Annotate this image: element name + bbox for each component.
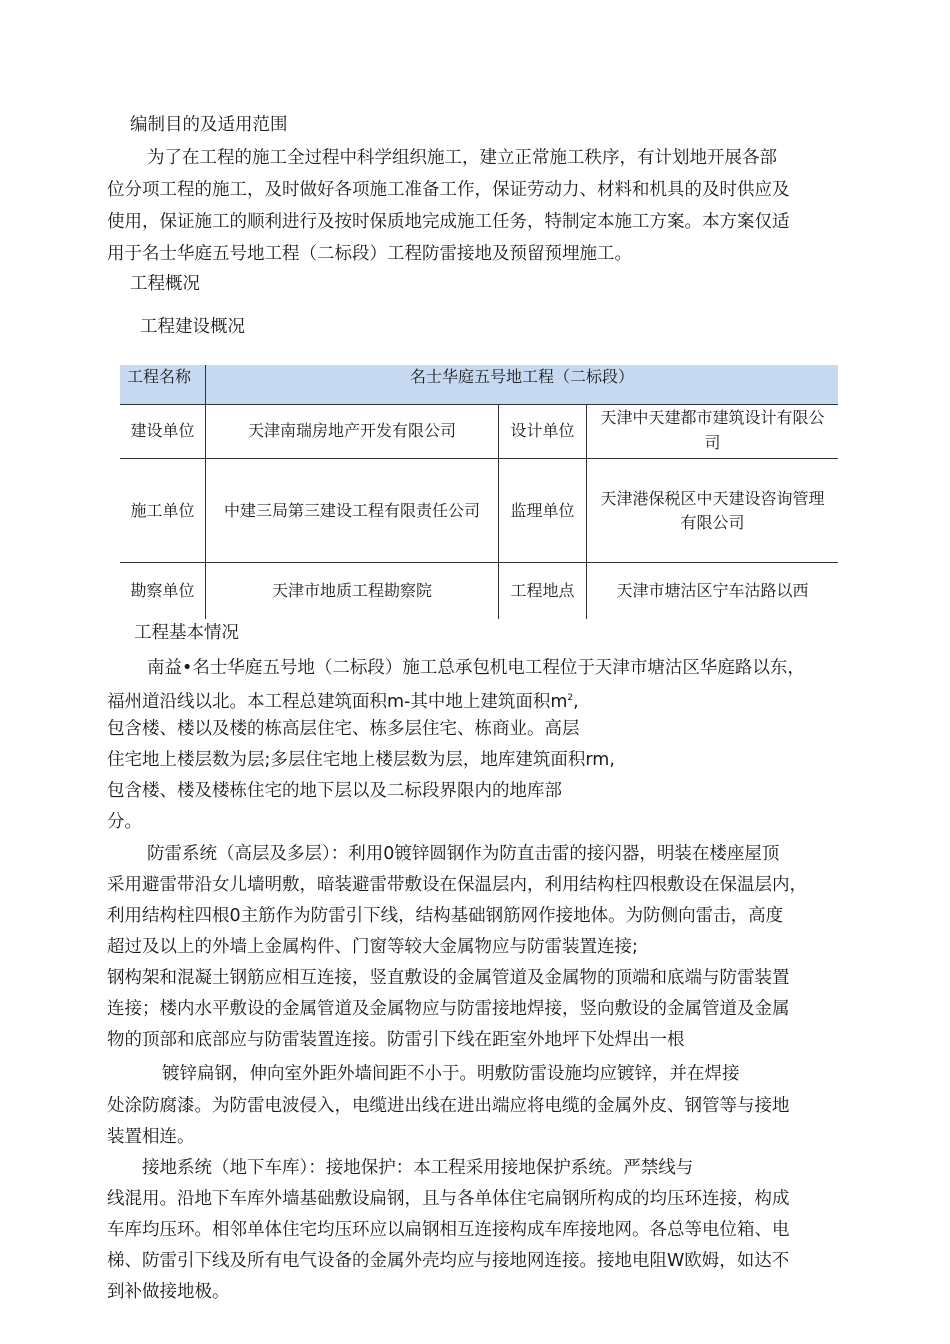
basic-p3-line-2: 线混用。沿地下车库外墙基础敷设扁钢，且与各单体住宅扁钢所构成的均压环连接，构成 (107, 1189, 790, 1209)
intro-line-3: 使用，保证施工的顺利进行及按时保质地完成施工任务，特制定本施工方案。本方案仅适 (107, 212, 790, 232)
table-row-label: 工程地点 (510, 581, 575, 600)
basic-p1-line-1: 南益•名士华庭五号地（二标段）施工总承包机电工程位于天津市塘沽区华庭路以东， (147, 658, 805, 678)
table-row-label: 设计单位 (510, 421, 575, 440)
basic-p2-line-8: 镀锌扁钢，伸向室外距外墙间距不小于。明敷防雷设施均应镀锌，并在焊接 (162, 1064, 740, 1084)
basic-p2-line-3: 利用结构柱四根0主筋作为防雷引下线，结构基础钢筋网作接地体。为防侧向雷击，高度 (107, 906, 784, 926)
heading-basic-info: 工程基本情况 (134, 623, 239, 643)
table-row-value: 天津市塘沽区宁车沽路以西 (616, 581, 809, 600)
table-row-label: 勘察单位 (130, 581, 195, 600)
heading-purpose: 编制目的及适用范围 (130, 115, 288, 135)
basic-p1-line-3: 包含楼、楼以及楼的栋高层住宅、栋多层住宅、栋商业。高层 (107, 719, 580, 739)
table-row-label: 施工单位 (130, 500, 195, 520)
basic-p2-line-9: 处涂防腐漆。为防雷电波侵入，电缆进出线在进出端应将电缆的金属外皮、钢管等与接地 (107, 1096, 790, 1116)
intro-line-4: 用于名士华庭五号地工程（二标段）工程防雷接地及预留预埋施工。 (107, 244, 632, 264)
table-row-value: 天津中天建都市建筑设计有限公 (600, 408, 825, 427)
basic-p3-line-4: 梯、防雷引下线及所有电气设备的金属外壳均应与接地网连接。接地电阻W欧姆，如达不 (107, 1251, 790, 1271)
basic-p1-line-4: 住宅地上楼层数为层;多层住宅地上楼层数为层，地库建筑面积rm, (107, 750, 615, 770)
table-row-value: 司 (704, 433, 721, 452)
basic-p2-line-4: 超过及以上的外墙上金属构件、门窗等较大金属物应与防雷装置连接; (107, 937, 638, 957)
table-row-label: 建设单位 (130, 421, 195, 440)
table-row-value: 天津南瑞房地产开发有限公司 (247, 421, 456, 440)
table-header-label: 工程名称 (127, 367, 192, 386)
basic-p2-line-2: 采用避雷带沿女儿墙明敷，暗装避雷带敷设在保温层内，利用结构柱四根敷设在保温层内， (107, 875, 807, 895)
basic-p3-line-1: 接地系统（地下车库）：接地保护：本工程采用接地保护系统。严禁线与 (142, 1158, 694, 1178)
table-row-value: 天津港保税区中天建设咨询管理 (600, 489, 825, 508)
basic-p3-line-5: 到补做接地极。 (107, 1282, 230, 1302)
basic-p1-line-6: 分。 (107, 812, 142, 832)
table-row-value: 中建三局第三建设工程有限责任公司 (223, 500, 480, 520)
table-row-label: 监理单位 (510, 500, 575, 520)
intro-line-2: 位分项工程的施工，及时做好各项施工准备工作，保证劳动力、材料和机具的及时供应及 (107, 180, 790, 200)
intro-line-1: 为了在工程的施工全过程中科学组织施工，建立正常施工秩序，有计划地开展各部 (147, 148, 777, 168)
basic-p2-line-5: 钢构架和混凝土钢筋应相互连接，竖直敷设的金属管道及金属物的顶端和底端与防雷装置 (107, 968, 790, 988)
basic-p2-line-6: 连接；楼内水平敷设的金属管道及金属物应与防雷接地焊接，竖向敷设的金属管道及金属 (107, 999, 790, 1019)
basic-p2-line-7: 物的顶部和底部应与防雷装置连接。防雷引下线在距室外地坪下处焊出一根 (107, 1030, 685, 1050)
table-row-value: 有限公司 (680, 513, 745, 532)
table-row-value: 天津市地质工程勘察院 (271, 581, 432, 600)
basic-p2-line-1: 防雷系统（高层及多层）：利用0镀锌圆钢作为防直击雷的接闪器，明装在楼座屋顶 (147, 844, 780, 864)
basic-p1-line-2: 福州道沿线以北。本工程总建筑面积m-其中地上建筑面积$m^2$, (107, 692, 579, 712)
heading-overview: 工程概况 (130, 274, 200, 294)
project-info-table (120, 365, 838, 619)
table-header-value: 名士华庭五号地工程（二标段） (409, 367, 634, 386)
basic-p3-line-3: 车库均压环。相邻单体住宅均压环应以扁钢相互连接构成车库接地网。各总等电位箱、电 (107, 1220, 790, 1240)
basic-p1-line-5: 包含楼、楼及楼栋住宅的地下层以及二标段界限内的地库部 (107, 781, 562, 801)
heading-construction-overview: 工程建设概况 (140, 317, 245, 337)
basic-p2-line-10: 装置相连。 (107, 1127, 195, 1147)
